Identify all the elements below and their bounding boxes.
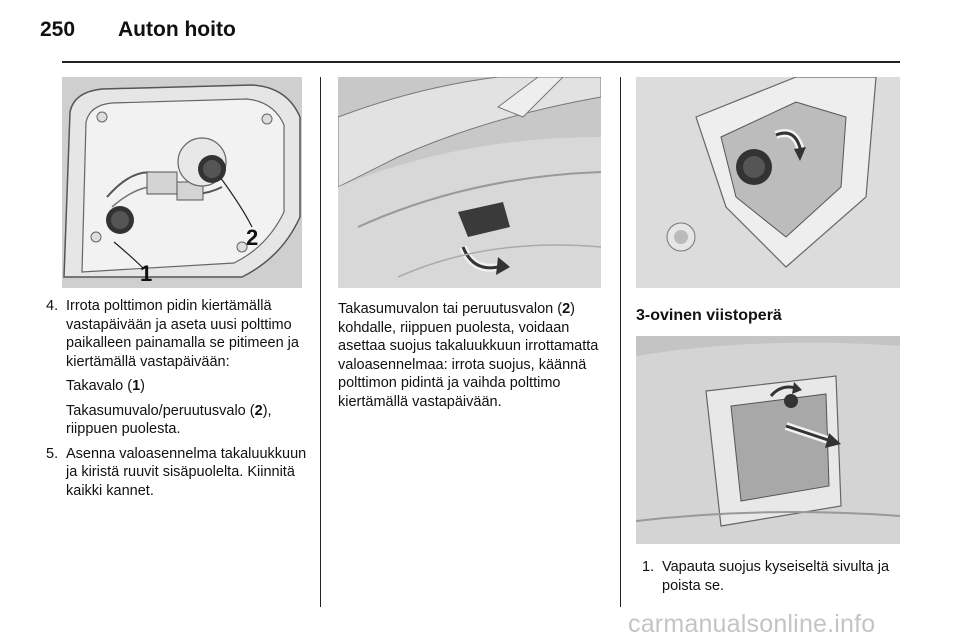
sub-item-tail-light: Takavalo (1) [66,378,146,394]
list-item-number: 1. [642,559,655,575]
watermark: carmanualsonline.info [628,610,876,638]
callout-2: 2 [246,225,259,250]
sub-item-fog-reverse-light: Takasumuvalo/peruutusvalo (2), riippuen puolesta. [66,402,272,437]
callout-1: 1 [140,261,153,286]
list-item [40,445,310,501]
tail-lamp-illustration [62,77,302,288]
section-subheading: 3-ovinen viistoperä [636,307,782,324]
list-item-text: Irrota polttimon pidin kiertämällä vastapäivään ja aseta uusi polttimo paikalleen painamalla se pitimeen ja kiertämällä vastapäivään: [66,298,299,370]
list-item [40,297,310,439]
header-rule [62,61,900,63]
tailgate-cover-illustration [338,77,601,288]
list-item-number: 5. [46,445,59,462]
cover-instruction-paragraph: Takasumuvalon tai peruutusvalon (2) kohdalle, riippuen puolesta, voidaan asettaa suojus takaluukkuun irrottamatta valoasennelmaa: irrota suojus, käännä polttimon pidintä ja vaihda polttimo kiertämällä vastapäivään. [338,301,599,410]
page-title: Auton hoito [118,18,236,41]
instruction-list-left [40,297,310,500]
list-item-text: Asenna valoasennelma takaluukkuun ja kiristä ruuvit sisäpuolelta. Kiinnitä kaikki kannet. [66,445,307,499]
list-item-number: 4. [46,298,59,314]
list-item [636,558,904,595]
page-number: 250 [40,18,76,41]
instruction-list-right [636,558,904,595]
hatchback-panel-illustration [636,336,900,544]
column-divider-2 [620,77,621,607]
bulb-holder-illustration [636,77,900,288]
list-item-text: Vapauta suojus kyseiseltä sivulta ja poista se. [662,559,890,594]
column-divider-1 [320,77,321,607]
